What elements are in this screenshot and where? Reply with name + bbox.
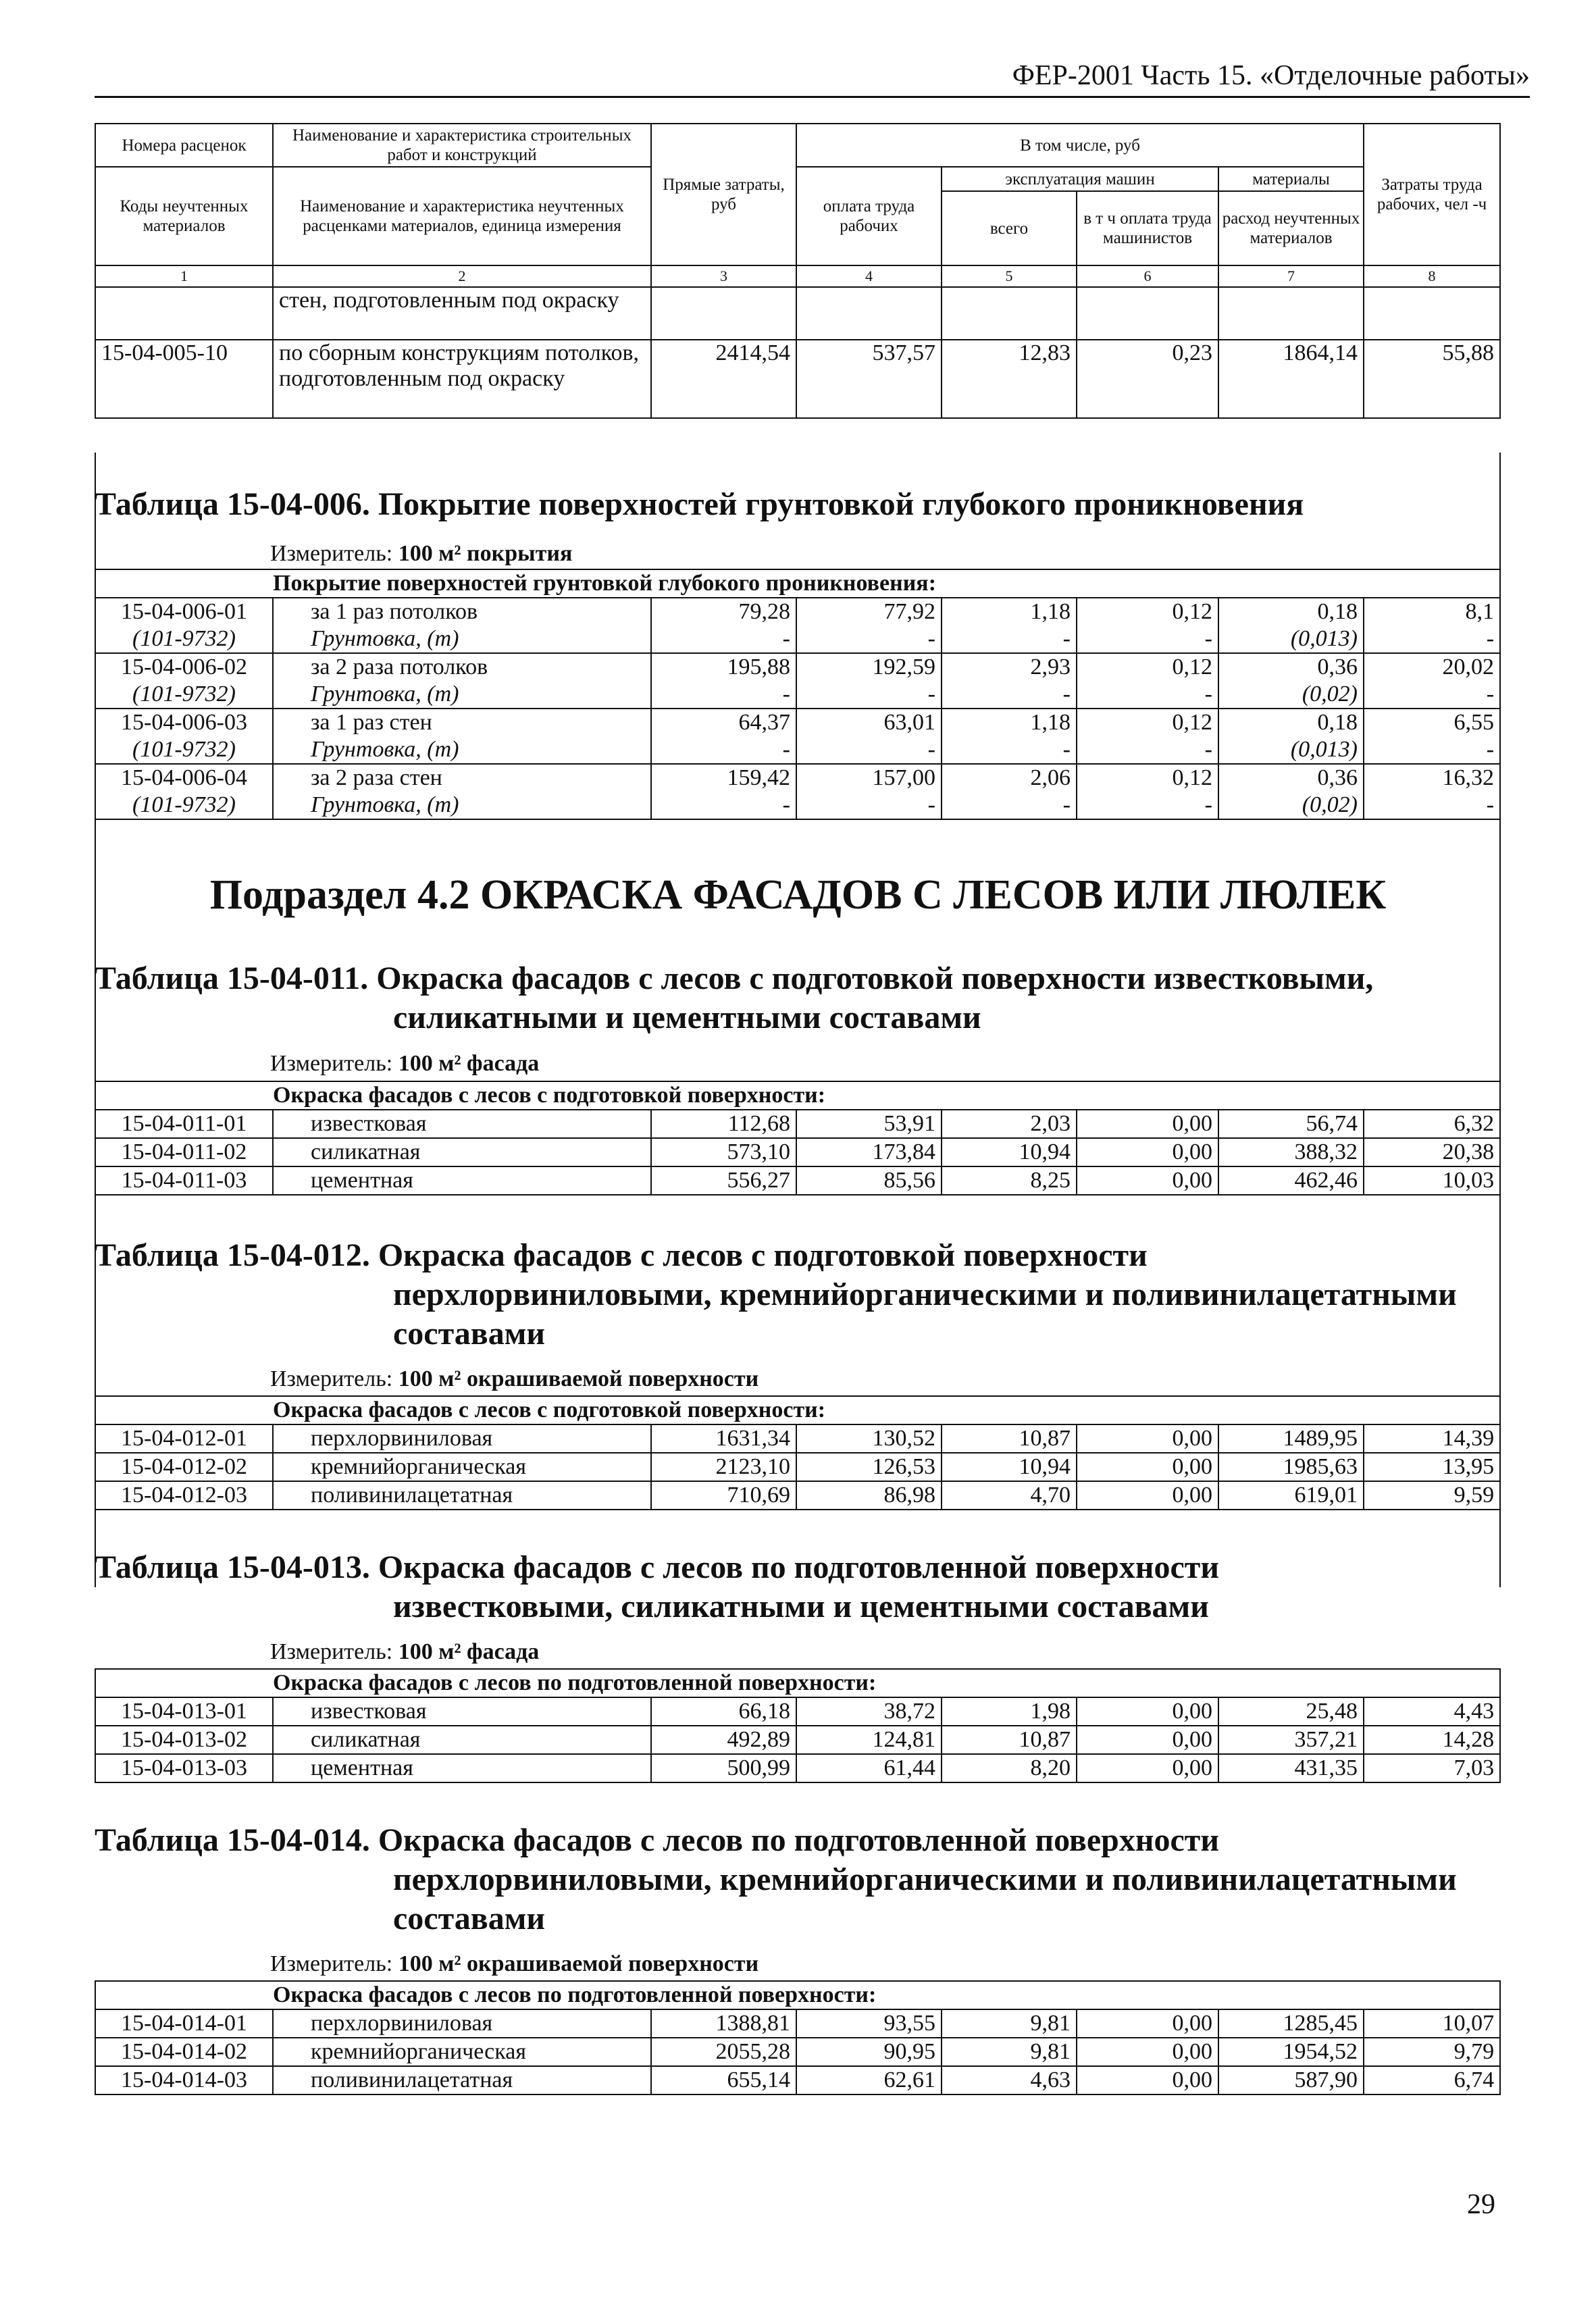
- row-name: за 2 раза потолков: [273, 653, 651, 681]
- row-code: 15-04-006-03: [95, 709, 273, 736]
- row-value: 0,12: [1077, 764, 1218, 792]
- material-name: Грунтовка, (т): [273, 792, 651, 819]
- row-value: 0,00: [1077, 1726, 1218, 1754]
- row-value: 0,00: [1077, 1453, 1218, 1481]
- row-value: 492,89: [651, 1726, 796, 1754]
- table-row: [95, 2066, 1500, 2094]
- row-name: известковая: [273, 1697, 651, 1726]
- row-value: 500,99: [651, 1754, 796, 1782]
- row-value: 66,18: [651, 1697, 796, 1726]
- row-name: кремнийорганическая: [273, 2038, 651, 2066]
- header-num: 3: [651, 265, 796, 287]
- header-col5: всего: [942, 191, 1077, 265]
- row-value: 12,83: [942, 340, 1077, 418]
- material-value: -: [1077, 681, 1218, 709]
- table-014-title: [95, 1821, 1595, 1938]
- table-title-line: перхлорвиниловыми, кремнийорганическими и поливинилацетатными составами: [393, 1277, 1457, 1352]
- row-value: 130,52: [796, 1424, 942, 1453]
- row-value: 10,03: [1364, 1166, 1500, 1195]
- row-name: по сборным конструкциям потолков, подготовленным под окраску: [273, 340, 651, 418]
- row-code: 15-04-006-04: [95, 764, 273, 792]
- row-value: 159,42: [651, 764, 796, 792]
- row-value: 0,00: [1077, 2038, 1218, 2066]
- row-code: 15-04-012-01: [95, 1424, 273, 1453]
- material-value: -: [796, 625, 942, 653]
- row-code: 15-04-013-01: [95, 1697, 273, 1726]
- row-code: 15-04-014-02: [95, 2038, 273, 2066]
- row-value: 0,12: [1077, 598, 1218, 625]
- header-materials: материалы: [1218, 167, 1364, 191]
- table-row: [95, 653, 1500, 681]
- row-value: 2414,54: [651, 340, 796, 418]
- measure-label: Измеритель:: [270, 1951, 398, 1976]
- row-value: 13,95: [1364, 1453, 1500, 1481]
- row-value: 9,81: [942, 2009, 1077, 2038]
- table-row: [95, 1754, 1500, 1782]
- row-code: 15-04-011-01: [95, 1110, 273, 1138]
- row-value: 173,84: [796, 1138, 942, 1166]
- material-value: -: [1364, 736, 1500, 764]
- row-code: 15-04-012-03: [95, 1481, 273, 1510]
- table-row: [95, 1110, 1500, 1138]
- row-code: 15-04-013-03: [95, 1754, 273, 1782]
- row-value: 20,38: [1364, 1138, 1500, 1166]
- row-value: 55,88: [1364, 340, 1500, 418]
- material-value: -: [1077, 625, 1218, 653]
- row-value: 195,88: [651, 653, 796, 681]
- table-013-measure: [270, 1639, 539, 1666]
- header-num: 4: [796, 265, 942, 287]
- row-value: 0,00: [1077, 1138, 1218, 1166]
- row-value: 537,57: [796, 340, 942, 418]
- table-title-line: силикатными и цементными составами: [393, 1000, 981, 1035]
- material-code: (101-9732): [95, 736, 273, 764]
- material-row: [95, 681, 1500, 709]
- row-value: 0,18: [1218, 709, 1364, 736]
- row-value: 10,87: [942, 1424, 1077, 1453]
- table-title-line: перхлорвиниловыми, кремнийорганическими и поливинилацетатными составами: [393, 1861, 1457, 1936]
- row-name: стен, подготовленным под окраску: [273, 287, 651, 340]
- row-value: [796, 287, 942, 340]
- row-value: 0,12: [1077, 653, 1218, 681]
- header-num: 8: [1364, 265, 1500, 287]
- material-name: Грунтовка, (т): [273, 681, 651, 709]
- material-value: -: [1077, 792, 1218, 819]
- row-value: 93,55: [796, 2009, 942, 2038]
- row-value: 0,00: [1077, 1424, 1218, 1453]
- material-name: Грунтовка, (т): [273, 736, 651, 764]
- row-value: 1985,63: [1218, 1453, 1364, 1481]
- material-value: -: [942, 681, 1077, 709]
- row-code: 15-04-014-01: [95, 2009, 273, 2038]
- row-value: 0,36: [1218, 653, 1364, 681]
- row-value: 112,68: [651, 1110, 796, 1138]
- measure-label: Измеритель:: [270, 1639, 398, 1664]
- row-value: 431,35: [1218, 1754, 1364, 1782]
- measure-value: 100 м² окрашиваемой поверхности: [398, 1951, 759, 1976]
- table-006-title: [95, 485, 1304, 524]
- material-value: (0,013): [1218, 625, 1364, 653]
- row-value: 6,74: [1364, 2066, 1500, 2094]
- header-incl: В том числе, руб: [796, 124, 1364, 167]
- row-name: силикатная: [273, 1726, 651, 1754]
- row-value: 0,23: [1077, 340, 1218, 418]
- row-value: 192,59: [796, 653, 942, 681]
- row-value: 0,18: [1218, 598, 1364, 625]
- row-code: 15-04-006-02: [95, 653, 273, 681]
- row-value: 38,72: [796, 1697, 942, 1726]
- row-value: 1,18: [942, 709, 1077, 736]
- material-value: (0,02): [1218, 681, 1364, 709]
- table-group-label: Окраска фасадов с лесов по подготовленной поверхности:: [95, 1669, 1500, 1697]
- measure-label: Измеритель:: [270, 541, 398, 566]
- row-value: 2055,28: [651, 2038, 796, 2066]
- measure-value: 100 м² фасада: [398, 1639, 540, 1664]
- table-012-title: [95, 1236, 1595, 1354]
- row-name: за 2 раза стен: [273, 764, 651, 792]
- row-value: 655,14: [651, 2066, 796, 2094]
- row-value: [1218, 287, 1364, 340]
- measure-value: 100 м² фасада: [398, 1051, 540, 1076]
- row-value: [651, 287, 796, 340]
- row-value: 79,28: [651, 598, 796, 625]
- material-code: (101-9732): [95, 625, 273, 653]
- row-value: 0,00: [1077, 2066, 1218, 2094]
- header-num: 6: [1077, 265, 1218, 287]
- table-row: [95, 1138, 1500, 1166]
- row-value: [1364, 287, 1500, 340]
- row-value: 4,70: [942, 1481, 1077, 1510]
- row-value: 7,03: [1364, 1754, 1500, 1782]
- row-value: 61,44: [796, 1754, 942, 1782]
- row-code: 15-04-005-10: [95, 340, 273, 418]
- row-value: 126,53: [796, 1453, 942, 1481]
- row-value: 573,10: [651, 1138, 796, 1166]
- row-value: [942, 287, 1077, 340]
- material-row: [95, 736, 1500, 764]
- row-value: 10,94: [942, 1138, 1077, 1166]
- table-006: [95, 569, 1501, 820]
- table-group-label: Окраска фасадов с лесов с подготовкой поверхности:: [95, 1396, 1500, 1424]
- table-011-title: [95, 959, 1373, 1037]
- row-value: 8,20: [942, 1754, 1077, 1782]
- row-value: 1285,45: [1218, 2009, 1364, 2038]
- row-value: 6,55: [1364, 709, 1500, 736]
- row-value: 0,00: [1077, 1754, 1218, 1782]
- header-col4: оплата труда рабочих: [796, 167, 942, 265]
- material-row: [95, 625, 1500, 653]
- row-value: 10,87: [942, 1726, 1077, 1754]
- table-title-line: Таблица 15-04-013. Окраска фасадов с лесов по подготовленной поверхности: [95, 1549, 1220, 1585]
- row-value: 0,36: [1218, 764, 1364, 792]
- row-value: 587,90: [1218, 2066, 1364, 2094]
- table-group-label: Покрытие поверхностей грунтовкой глубокого проникновения:: [95, 569, 1500, 598]
- row-name: силикатная: [273, 1138, 651, 1166]
- table-013: [95, 1668, 1501, 1783]
- header-rule: [95, 96, 1530, 98]
- row-name: поливинилацетатная: [273, 2066, 651, 2094]
- section-title: Подраздел 4.2 ОКРАСКА ФАСАДОВ С ЛЕСОВ ИЛИ ЛЮЛЕК: [209, 872, 1387, 918]
- row-name: кремнийорганическая: [273, 1453, 651, 1481]
- table-row: [95, 1453, 1500, 1481]
- header-col8: Затраты труда рабочих, чел -ч: [1364, 124, 1500, 265]
- row-value: 2,06: [942, 764, 1077, 792]
- row-value: 77,92: [796, 598, 942, 625]
- row-value: 90,95: [796, 2038, 942, 2066]
- row-value: 2,03: [942, 1110, 1077, 1138]
- table-row: [95, 1726, 1500, 1754]
- row-code: 15-04-014-03: [95, 2066, 273, 2094]
- material-value: -: [1077, 736, 1218, 764]
- row-value: 9,59: [1364, 1481, 1500, 1510]
- row-name: известковая: [273, 1110, 651, 1138]
- row-code: 15-04-006-01: [95, 598, 273, 625]
- row-value: 357,21: [1218, 1726, 1364, 1754]
- measure-value: 100 м² покрытия: [398, 541, 573, 566]
- header-num: 5: [942, 265, 1077, 287]
- header-col2-top: Наименование и характеристика строительных работ и конструкций: [273, 124, 651, 167]
- table-row: [95, 340, 1500, 418]
- row-value: 1954,52: [1218, 2038, 1364, 2066]
- row-code: 15-04-011-03: [95, 1166, 273, 1195]
- table-011-measure: [270, 1050, 539, 1077]
- table-row: [95, 709, 1500, 736]
- row-code: [95, 287, 273, 340]
- header-col1-bottom: Коды неучтенных материалов: [95, 167, 273, 265]
- table-013-title: [95, 1548, 1219, 1626]
- table-row: [95, 764, 1500, 792]
- material-value: -: [651, 736, 796, 764]
- material-name: Грунтовка, (т): [273, 625, 651, 653]
- row-value: 556,27: [651, 1166, 796, 1195]
- column-header-table: [95, 123, 1501, 419]
- material-value: -: [942, 792, 1077, 819]
- row-value: 9,81: [942, 2038, 1077, 2066]
- row-value: 157,00: [796, 764, 942, 792]
- material-value: -: [942, 736, 1077, 764]
- row-value: 14,39: [1364, 1424, 1500, 1453]
- row-value: 1,98: [942, 1697, 1077, 1726]
- row-value: 4,43: [1364, 1697, 1500, 1726]
- row-value: 0,00: [1077, 2009, 1218, 2038]
- row-value: 85,56: [796, 1166, 942, 1195]
- table-row: [95, 287, 1500, 340]
- table-row: [95, 1424, 1500, 1453]
- row-value: 8,25: [942, 1166, 1077, 1195]
- header-col6: в т ч оплата труда машинистов: [1077, 191, 1218, 265]
- row-value: 0,00: [1077, 1481, 1218, 1510]
- material-value: -: [651, 625, 796, 653]
- table-011: [95, 1081, 1501, 1195]
- row-value: 25,48: [1218, 1697, 1364, 1726]
- row-name: поливинилацетатная: [273, 1481, 651, 1510]
- row-value: 0,00: [1077, 1697, 1218, 1726]
- row-code: 15-04-013-02: [95, 1726, 273, 1754]
- row-value: 20,02: [1364, 653, 1500, 681]
- material-value: -: [1364, 625, 1500, 653]
- row-value: 462,46: [1218, 1166, 1364, 1195]
- material-value: -: [942, 625, 1077, 653]
- material-value: -: [796, 792, 942, 819]
- table-row: [95, 2009, 1500, 2038]
- row-value: 1864,14: [1218, 340, 1364, 418]
- row-value: 710,69: [651, 1481, 796, 1510]
- material-value: -: [1364, 792, 1500, 819]
- table-title-line: Таблица 15-04-011. Окраска фасадов с лесов с подготовкой поверхности известковыми,: [95, 960, 1374, 996]
- material-code: (101-9732): [95, 792, 273, 819]
- table-row: [95, 2038, 1500, 2066]
- material-value: -: [651, 681, 796, 709]
- header-machines: эксплуатация машин: [942, 167, 1218, 191]
- table-row: [95, 1481, 1500, 1510]
- row-value: 9,79: [1364, 2038, 1500, 2066]
- material-value: (0,02): [1218, 792, 1364, 819]
- running-head: ФЕР-2001 Часть 15. «Отделочные работы»: [1012, 60, 1530, 91]
- row-value: 8,1: [1364, 598, 1500, 625]
- row-value: 14,28: [1364, 1726, 1500, 1754]
- header-num: 2: [273, 265, 651, 287]
- material-value: -: [796, 681, 942, 709]
- table-title-line: Таблица 15-04-006. Покрытие поверхностей грунтовкой глубокого проникновения: [95, 486, 1304, 522]
- row-code: 15-04-012-02: [95, 1453, 273, 1481]
- measure-label: Измеритель:: [270, 1051, 398, 1076]
- row-value: 1,18: [942, 598, 1077, 625]
- row-value: 10,94: [942, 1453, 1077, 1481]
- row-value: 4,63: [942, 2066, 1077, 2094]
- table-014-measure: [270, 1951, 758, 1978]
- row-value: 86,98: [796, 1481, 942, 1510]
- row-name: перхлорвиниловая: [273, 2009, 651, 2038]
- material-value: -: [796, 736, 942, 764]
- table-title-line: известковыми, силикатными и цементными составами: [393, 1589, 1209, 1624]
- row-name: за 1 раз стен: [273, 709, 651, 736]
- header-col2-bottom: Наименование и характеристика неучтенных расценками материалов, единица измерения: [273, 167, 651, 265]
- row-value: 16,32: [1364, 764, 1500, 792]
- row-value: 2,93: [942, 653, 1077, 681]
- table-title-line: Таблица 15-04-012. Окраска фасадов с лесов с подготовкой поверхности: [95, 1237, 1148, 1273]
- row-value: 619,01: [1218, 1481, 1364, 1510]
- table-group-label: Окраска фасадов с лесов по подготовленной поверхности:: [95, 1981, 1500, 2009]
- measure-label: Измеритель:: [270, 1366, 398, 1391]
- table-014: [95, 1980, 1501, 2095]
- row-value: 1631,34: [651, 1424, 796, 1453]
- row-value: 6,32: [1364, 1110, 1500, 1138]
- table-006-measure: [270, 540, 572, 567]
- header-num: 1: [95, 265, 273, 287]
- table-012-measure: [270, 1366, 758, 1393]
- material-value: -: [651, 792, 796, 819]
- row-value: 1388,81: [651, 2009, 796, 2038]
- material-value: -: [1364, 681, 1500, 709]
- page-number: 29: [1467, 2189, 1495, 2220]
- table-group-label: Окраска фасадов с лесов с подготовкой поверхности:: [95, 1081, 1500, 1110]
- table-012: [95, 1395, 1501, 1510]
- table-row: [95, 598, 1500, 625]
- table-row: [95, 1166, 1500, 1195]
- header-col7: расход неучтенных материалов: [1218, 191, 1364, 265]
- row-value: [1077, 287, 1218, 340]
- row-value: 63,01: [796, 709, 942, 736]
- row-value: 0,12: [1077, 709, 1218, 736]
- row-value: 2123,10: [651, 1453, 796, 1481]
- row-value: 64,37: [651, 709, 796, 736]
- header-col3: Прямые затраты, руб: [651, 124, 796, 265]
- row-name: за 1 раз потолков: [273, 598, 651, 625]
- row-value: 1489,95: [1218, 1424, 1364, 1453]
- row-value: 124,81: [796, 1726, 942, 1754]
- row-name: цементная: [273, 1754, 651, 1782]
- header-num: 7: [1218, 265, 1364, 287]
- header-col1-top: Номера расценок: [95, 124, 273, 167]
- row-value: 0,00: [1077, 1110, 1218, 1138]
- row-value: 62,61: [796, 2066, 942, 2094]
- row-name: перхлорвиниловая: [273, 1424, 651, 1453]
- material-code: (101-9732): [95, 681, 273, 709]
- table-row: [95, 1697, 1500, 1726]
- row-name: цементная: [273, 1166, 651, 1195]
- material-row: [95, 792, 1500, 819]
- row-value: 0,00: [1077, 1166, 1218, 1195]
- row-value: 56,74: [1218, 1110, 1364, 1138]
- material-value: (0,013): [1218, 736, 1364, 764]
- row-value: 388,32: [1218, 1138, 1364, 1166]
- row-value: 53,91: [796, 1110, 942, 1138]
- table-title-line: Таблица 15-04-014. Окраска фасадов с лесов по подготовленной поверхности: [95, 1822, 1220, 1858]
- row-value: 10,07: [1364, 2009, 1500, 2038]
- measure-value: 100 м² окрашиваемой поверхности: [398, 1366, 759, 1391]
- row-code: 15-04-011-02: [95, 1138, 273, 1166]
